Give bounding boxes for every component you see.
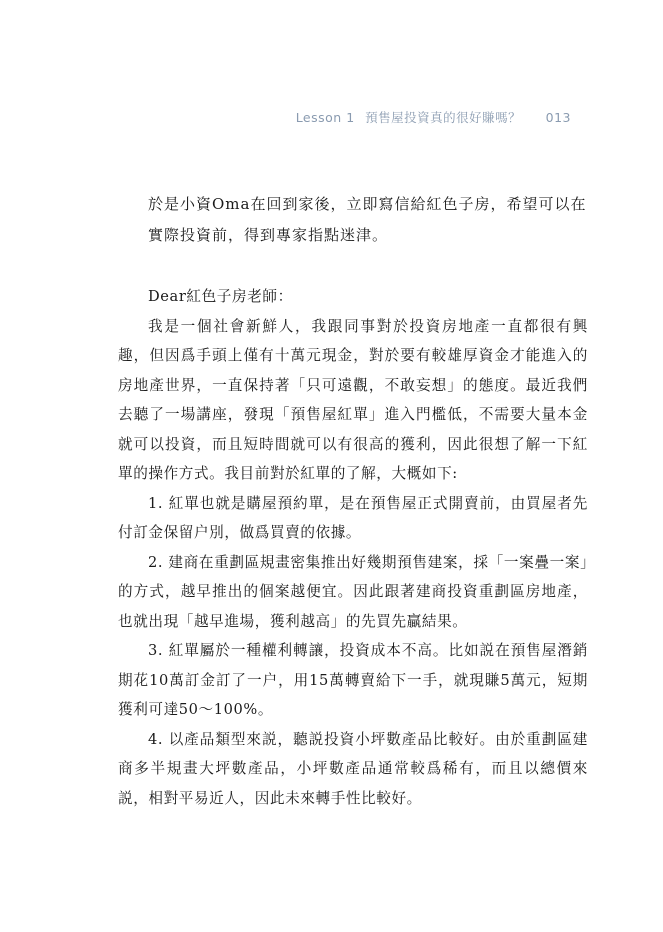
list-item-3: 3. 紅單屬於一種權利轉讓，投資成本不高。比如説在預售屋潛銷期花10萬訂金訂了一户，用15萬轉賣給下一手，就現賺5萬元，短期獲利可達50～100%。 — [118, 642, 588, 718]
list-item-1: 1. 紅單也就是購屋預約單，是在預售屋正式開賣前，由買屋者先付訂金保留户別，做爲買賣的依據。 — [118, 494, 588, 541]
letter-greeting: Dear紅色子房老師： — [148, 288, 293, 305]
intro-paragraph: 於是小資Oma在回到家後，立即寫信給紅色子房，希望可以在實際投資前，得到專家指點迷津。 — [148, 195, 587, 244]
page-number: 013 — [545, 110, 571, 125]
list-item-2: 2. 建商在重劃區規畫密集推出好幾期預售建案，採「一案疊一案」的方式，越早推出的個案越便宜。因此跟著建商投資重劃區房地產，也就出現「越早進場，獲利越高」的先買先贏結果。 — [118, 553, 588, 630]
intro-paragraph-block — [148, 189, 588, 251]
letter-paragraph: 我是一個社會新鮮人，我跟同事對於投資房地產一直都很有興趣，但因爲手頭上僅有十萬元現金，對於要有較雄厚資金才能進入的房地產世界，一直保持著「只可遠觀，不敢妄想」的態度。最近我們去聽了一場講座，發現「預售屋紅單」進入門檻低，不需要大量本金就可以投資，而且短時間就可以有很高的獲利，因此很想了解一下紅單的操作方式。我目前對於紅單的了解，大概如下: — [118, 317, 588, 482]
chapter-title: 預售屋投資真的很好賺嗎？ — [365, 110, 522, 125]
running-header — [296, 108, 571, 126]
lesson-label: Lesson 1 — [295, 110, 355, 125]
letter-body — [118, 282, 588, 813]
list-item-4: 4. 以產品類型來説，聽説投資小坪數產品比較好。由於重劃區建商多半規畫大坪數產品，小坪數產品通常較爲稀有，而且以總價來説，相對平易近人，因此未來轉手性比較好。 — [118, 730, 588, 807]
